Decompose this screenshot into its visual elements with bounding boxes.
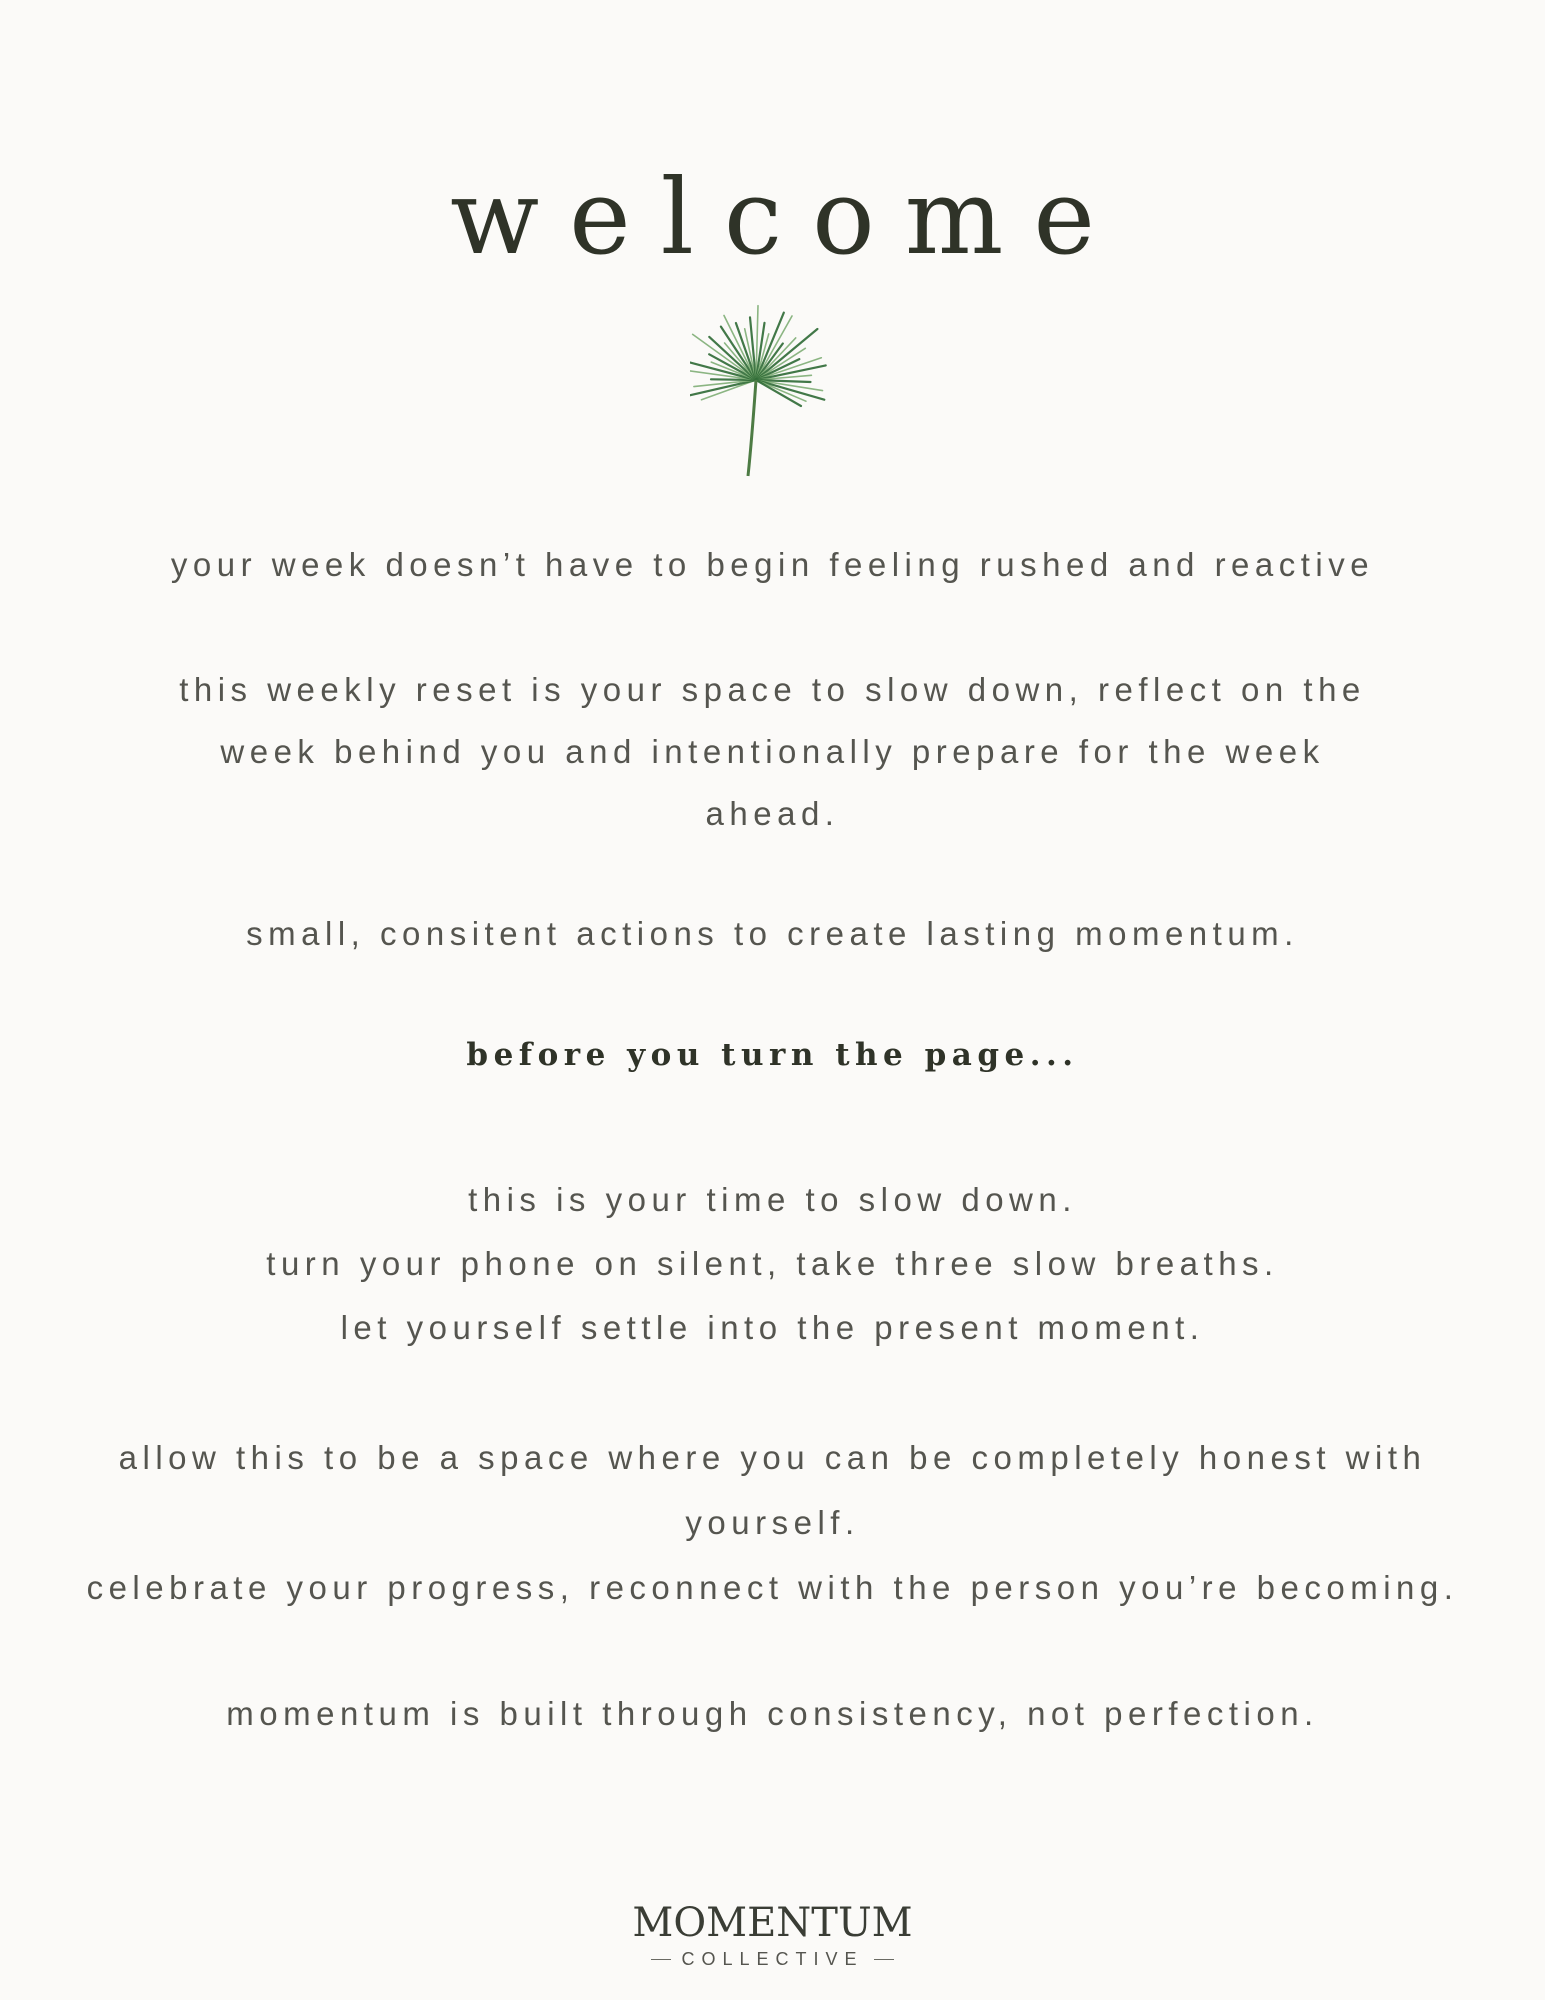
closing-text: momentum is built through consistency, not perfection. xyxy=(226,1695,1319,1732)
brand-logo xyxy=(0,1900,1545,1970)
brand-subtitle-text: COLLECTIVE xyxy=(681,1949,864,1969)
intro-text: your week doesn’t have to begin feeling rushed and reactive xyxy=(170,546,1375,583)
reset-text: this weekly reset is your space to slow down, reflect on the week behind you and intentionally prepare for the week ahead. xyxy=(179,671,1366,832)
palm-leaf-icon xyxy=(690,298,850,480)
honest-text: allow this to be a space where you can be completely honest with yourself. celebrate your progress, reconnect with the person you’re becoming. xyxy=(86,1439,1459,1606)
actions-text: small, consitent actions to create lasting momentum. xyxy=(246,915,1299,952)
section-subheading: before you turn the page... xyxy=(466,1037,1079,1073)
brand-subtitle xyxy=(651,1949,893,1970)
divider xyxy=(651,1959,671,1960)
slow-down-text: this is your time to slow down. turn your phone on silent, take three slow breaths. let yourself settle into the present moment. xyxy=(266,1181,1279,1346)
divider xyxy=(874,1959,894,1960)
page-title: welcome xyxy=(450,156,1125,278)
brand-name: MOMENTUM xyxy=(632,1900,913,1946)
